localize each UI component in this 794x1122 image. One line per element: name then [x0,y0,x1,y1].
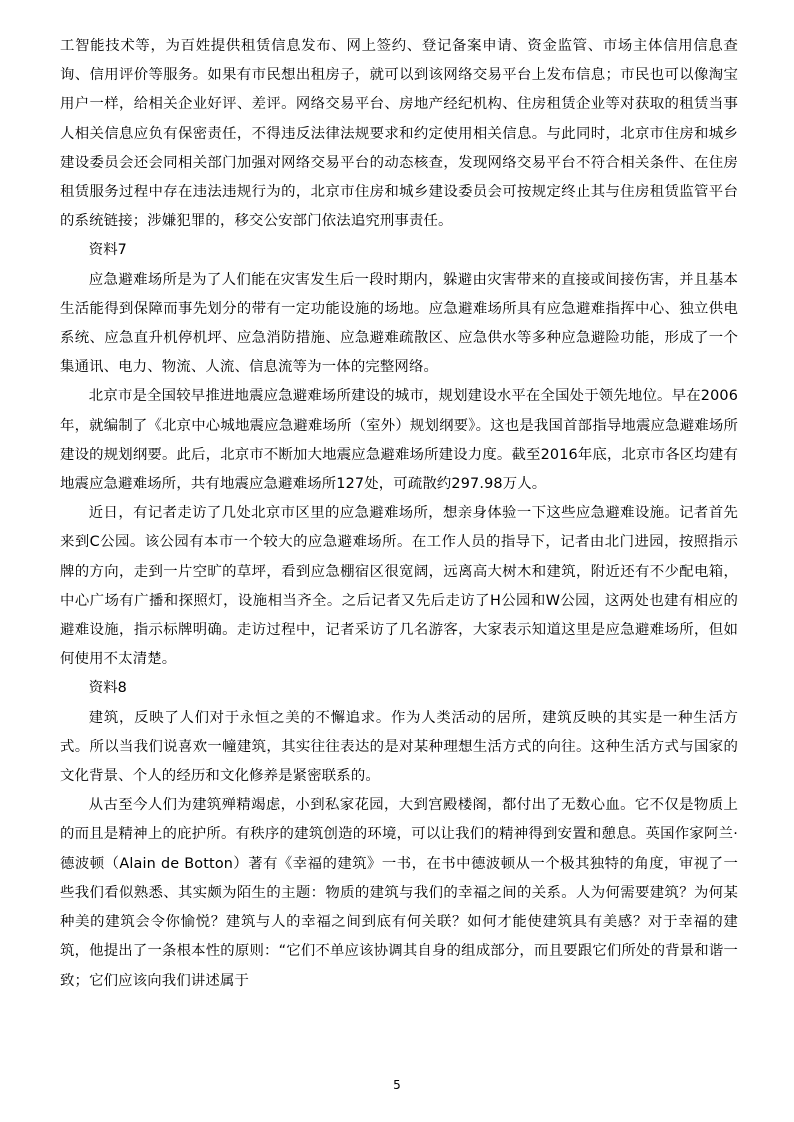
section-heading-material-7: 资料7 [88,242,127,259]
paragraph-shelter-definition: 应急避难场所是为了人们能在灾害发生后一段时期内，躲避由灾害带来的直接或间接伤害，并且基本生活能得到保障而事先划分的带有一定功能设施的场地。应急避难场所具有应急避难指挥中心、独立供电系统、应急直升机停机坪、应急消防措施、应急避难疏散区、应急供水等多种应急避险功能，形成了一个集通讯、电力、物流、人流、信息流等为一体的完整网络。 [60,271,738,376]
document-page [60,32,738,996]
paragraph-beijing-shelters: 北京市是全国较早推进地震应急避难场所建设的城市，规划建设水平在全国处于领先地位。早在2006年，就编制了《北京中心城地震应急避难场所（室外）规划纲要》。这也是我国首部指导地震应急避难场所建设的规划纲要。此后，北京市不断加大地震应急避难场所建设力度。截至2016年底，北京市各区均建有地震应急避难场所，共有地震应急避难场所127处，可疏散约297.98万人。 [60,388,738,493]
paragraph-architecture-happiness: 从古至今人们为建筑殚精竭虑，小到私家花园，大到宫殿楼阁，都付出了无数心血。它不仅是物质上的而且是精神上的庇护所。有秩序的建筑创造的环境，可以让我们的精神得到安置和憩息。英国作家阿兰·德波顿（Alain de Botton）著有《幸福的建筑》一书，在书中德波顿从一个极其独特的角度，审视了一些我们看似熟悉、其实颇为陌生的主题：物质的建筑与我们的幸福之间的关系。人为何需要建筑？为何某种美的建筑会令你愉悦？建筑与人的幸福之间到底有何关联？如何才能使建筑具有美感？对于幸福的建筑，他提出了一条根本性的原则：“它们不单应该协调其自身的组成部分，而且要跟它们所处的背景和谐一致；它们应该向我们讲述属于 [60,797,738,989]
paragraph-reporter-visit: 近日，有记者走访了几处北京市区里的应急避难场所，想亲身体验一下这些应急避难设施。记者首先来到C公园。该公园有本市一个较大的应急避难场所。在工作人员的指导下，记者由北门进园，按照指示牌的方向，走到一片空旷的草坪，看到应急棚宿区很宽阔，远离高大树木和建筑，附近还有不少配电箱，中心广场有广播和探照灯，设施相当齐全。之后记者又先后走访了H公园和W公园，这两处也建有相应的避难设施，指示标牌明确。走访过程中，记者采访了几名游客，大家表示知道这里是应急避难场所，但如何使用不太清楚。 [60,505,738,668]
section-heading-material-8: 资料8 [88,680,127,697]
paragraph-architecture-lifestyle: 建筑，反映了人们对于永恒之美的不懈追求。作为人类活动的居所，建筑反映的其实是一种生活方式。所以当我们说喜欢一幢建筑，其实往往表达的是对某种理想生活方式的向往。这种生活方式与国家的文化背景、个人的经历和文化修养是紧密联系的。 [60,709,738,785]
paragraph-rental-platform: 工智能技术等，为百姓提供租赁信息发布、网上签约、登记备案申请、资金监管、市场主体信用信息查询、信用评价等服务。如果有市民想出租房子，就可以到该网络交易平台上发布信息；市民也可以像淘宝用户一样，给相关企业好评、差评。网络交易平台、房地产经纪机构、住房租赁企业等对获取的租赁当事人相关信息应负有保密责任，不得违反法律法规要求和约定使用相关信息。与此同时，北京市住房和城乡建设委员会还会同相关部门加强对网络交易平台的动态核查，发现网络交易平台不符合相关条件、在住房租赁服务过程中存在违法违规行为的，北京市住房和城乡建设委员会可按规定终止其与住房租赁监管平台的系统链接；涉嫌犯罪的，移交公安部门依法追究刑事责任。 [60,38,738,230]
page-number: 5 [393,1078,401,1092]
